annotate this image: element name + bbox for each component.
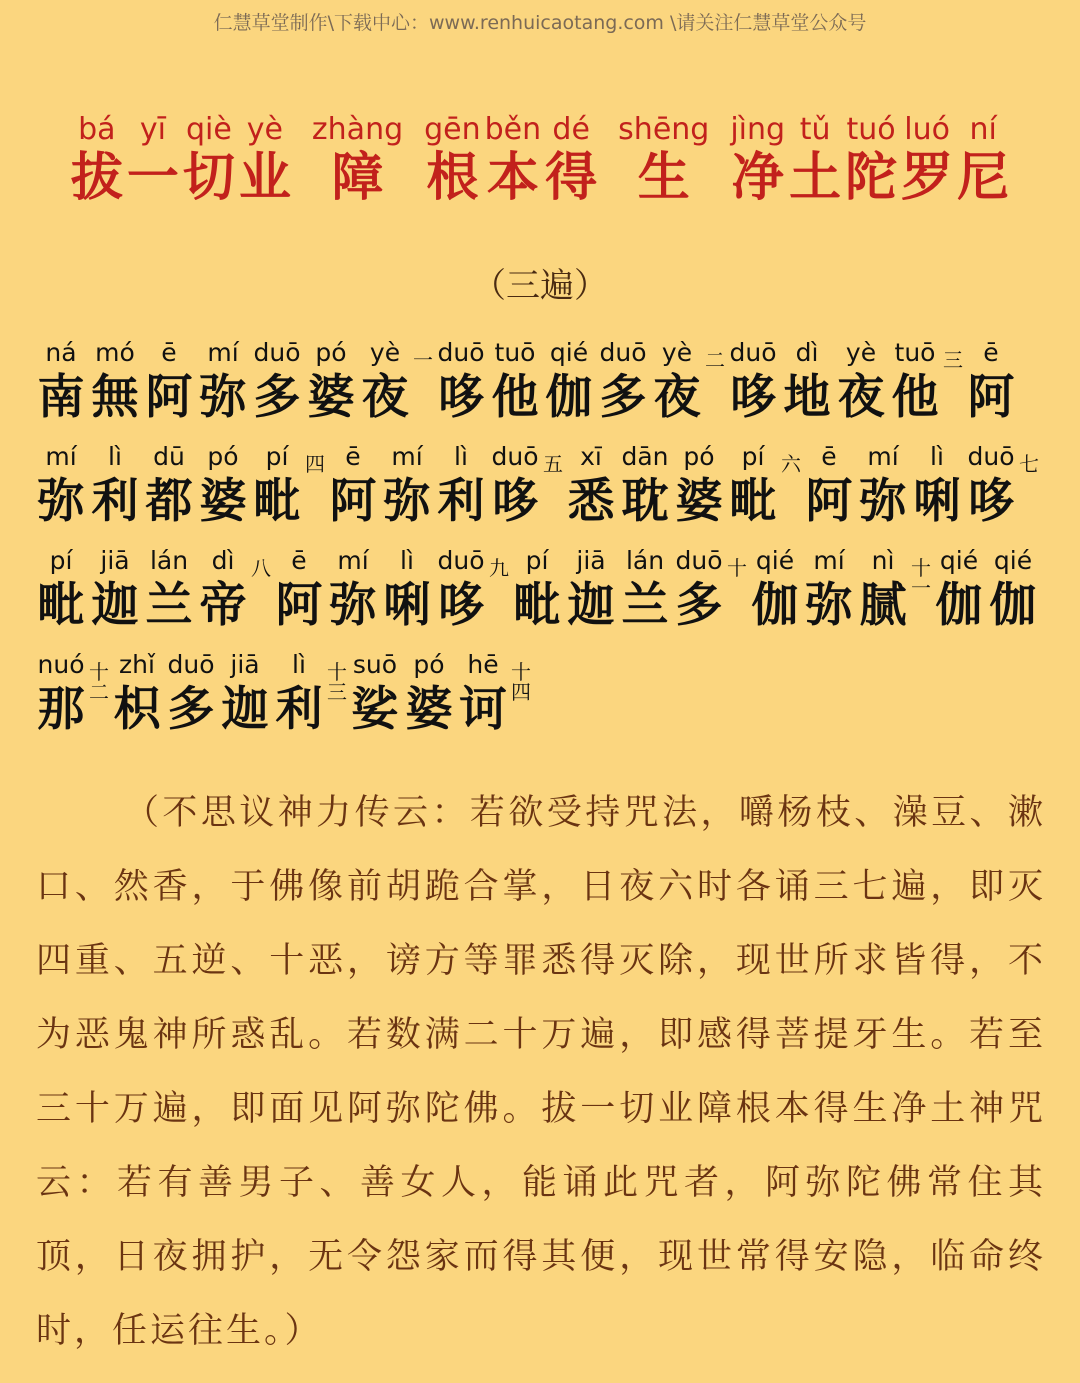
syllable-pinyin: ē (983, 338, 999, 367)
syllable-pinyin: jiā (230, 650, 260, 679)
mantra-syllable (672, 546, 726, 636)
phrase-number: 一 (413, 348, 433, 372)
syllable-hanzi: 弥 (805, 578, 853, 633)
syllable-hanzi: 無 (91, 370, 139, 425)
syllable-pinyin: suō (352, 650, 398, 679)
mantra-syllable (932, 546, 986, 636)
syllable-pinyin: lì (292, 650, 306, 679)
syllable-hanzi: 阿 (145, 370, 193, 425)
syllable-hanzi: 唎 (913, 474, 961, 529)
mantra-syllable (564, 442, 618, 532)
syllable-pinyin: ē (161, 338, 177, 367)
title-pinyin: gēn (424, 112, 481, 147)
syllable-pinyin: pó (207, 442, 239, 471)
mantra-syllable (910, 442, 964, 532)
syllable-hanzi: 迦 (91, 578, 139, 633)
syllable-hanzi: 阿 (275, 578, 323, 633)
title-hanzi: 本 (486, 147, 539, 208)
title-hanzi: 业 (238, 147, 291, 208)
syllable-pinyin: duō (599, 338, 647, 367)
mantra-syllable (456, 650, 510, 740)
syllable-pinyin: hē (467, 650, 499, 679)
mantra-syllable (888, 338, 942, 428)
syllable-pinyin: dì (795, 338, 819, 367)
mantra-syllable (672, 442, 726, 532)
syllable-pinyin: lì (454, 442, 468, 471)
syllable-hanzi: 哆 (491, 474, 539, 529)
syllable-hanzi: 迦 (567, 578, 615, 633)
mantra-syllable (542, 338, 596, 428)
syllable-pinyin: qié (549, 338, 589, 367)
syllable-hanzi: 利 (275, 682, 323, 737)
syllable-pinyin: duō (729, 338, 777, 367)
mantra-syllable (488, 442, 542, 532)
mantra-line (34, 532, 1054, 636)
title-hanzi: 土 (789, 147, 842, 208)
mantra-syllable (250, 442, 304, 532)
phrase-number: 十 二 (89, 660, 109, 704)
title-hanzi: 拔 (70, 147, 123, 208)
title-pinyin: zhàng (311, 112, 404, 147)
syllable-hanzi: 腻 (859, 578, 907, 633)
title-character (730, 112, 785, 208)
title-hanzi: 罗 (901, 147, 954, 208)
syllable-hanzi: 伽 (935, 578, 983, 633)
title-pinyin: tuó (846, 112, 896, 147)
syllable-pinyin: xī (580, 442, 602, 471)
mantra-syllable (142, 546, 196, 636)
mantra-syllable (380, 442, 434, 532)
mantra-syllable (434, 338, 488, 428)
mantra-syllable (326, 546, 380, 636)
title-character (312, 112, 403, 208)
syllable-pinyin: dū (153, 442, 185, 471)
syllable-hanzi: 利 (437, 474, 485, 529)
title-character (789, 112, 841, 208)
title-pinyin: shēng (618, 112, 710, 147)
syllable-hanzi: 阿 (967, 370, 1015, 425)
syllable-pinyin: lán (149, 546, 189, 575)
syllable-hanzi: 伽 (545, 370, 593, 425)
mantra-syllable (88, 442, 142, 532)
title-character (845, 112, 897, 208)
mantra-syllable (380, 546, 434, 636)
syllable-pinyin: duō (491, 442, 539, 471)
syllable-hanzi: 伽 (989, 578, 1037, 633)
syllable-pinyin: pí (49, 546, 73, 575)
phrase-number: 六 (781, 452, 801, 476)
syllable-pinyin: lì (930, 442, 944, 471)
mantra-syllable (304, 338, 358, 428)
syllable-hanzi: 哆 (437, 370, 485, 425)
syllable-hanzi: 弥 (37, 474, 85, 529)
syllable-hanzi: 多 (675, 578, 723, 633)
phrase-number: 八 (251, 556, 271, 580)
title-hanzi: 尼 (957, 147, 1010, 208)
mantra-syllable (964, 442, 1018, 532)
syllable-hanzi: 那 (37, 682, 85, 737)
repeat-count-subtitle: （三遍） (472, 266, 608, 306)
syllable-pinyin: qié (755, 546, 795, 575)
mantra-syllable (780, 338, 834, 428)
mantra-syllable (856, 442, 910, 532)
syllable-hanzi: 他 (491, 370, 539, 425)
mantra-syllable (34, 650, 88, 740)
mantra-line (34, 428, 1054, 532)
syllable-pinyin: jiā (576, 546, 606, 575)
mantra-syllable (488, 338, 542, 428)
syllable-pinyin: duō (437, 338, 485, 367)
syllable-pinyin: pó (315, 338, 347, 367)
mantra-syllable (142, 338, 196, 428)
syllable-hanzi: 夜 (653, 370, 701, 425)
syllable-pinyin: tuō (894, 338, 936, 367)
syllable-hanzi: 夜 (837, 370, 885, 425)
syllable-hanzi: 枳 (113, 682, 161, 737)
title-character (239, 112, 291, 208)
syllable-hanzi: 多 (253, 370, 301, 425)
syllable-pinyin: pí (741, 442, 765, 471)
title-pinyin: běn (484, 112, 542, 147)
title-pinyin: tǔ (799, 112, 831, 147)
title-hanzi: 障 (331, 147, 384, 208)
syllable-hanzi: 伽 (751, 578, 799, 633)
syllable-pinyin: mó (95, 338, 135, 367)
syllable-hanzi: 婆 (405, 682, 453, 737)
title-character (183, 112, 235, 208)
syllable-hanzi: 婆 (307, 370, 355, 425)
title-character (545, 112, 597, 208)
syllable-pinyin: yè (845, 338, 877, 367)
mantra-syllable (510, 546, 564, 636)
syllable-hanzi: 他 (891, 370, 939, 425)
mantra-syllable (986, 546, 1040, 636)
syllable-hanzi: 都 (145, 474, 193, 529)
mantra-syllable (196, 442, 250, 532)
syllable-pinyin: duō (967, 442, 1015, 471)
title-character (901, 112, 953, 208)
phrase-number: 三 (943, 348, 963, 372)
syllable-pinyin: mí (391, 442, 423, 471)
mantra-syllable (402, 650, 456, 740)
title-hanzi: 切 (182, 147, 235, 208)
syllable-hanzi: 多 (599, 370, 647, 425)
syllable-hanzi: 哆 (729, 370, 777, 425)
description-paragraph: （不思议神力传云：若欲受持咒法，嚼杨枝、澡豆、漱口、然香，于佛像前胡跪合掌，日夜六时各诵三七遍，即灭四重、五逆、十恶，谤方等罪悉得灭除，现世所求皆得，不为恶鬼神所惑乱。若数满二十万遍，即感得菩提牙生。若至三十万遍，即面见阿弥陀佛。拔一切业障根本得生净土神咒云：若有善男子、善女人，能诵此咒者，阿弥陀佛常住其顶，日夜拥护，无令怨家而得其便，现世常得安隐，临命终时，任运往生。） (36, 793, 1046, 1351)
mantra-syllable (218, 650, 272, 740)
syllable-hanzi: 婆 (675, 474, 723, 529)
mantra-syllable (250, 338, 304, 428)
mantra-line (34, 636, 1054, 740)
syllable-hanzi: 兰 (145, 578, 193, 633)
page-header-credit: 仁慧草堂制作\下载中心：www.renhuicaotang.com \请关注仁慧草堂公众号 (213, 12, 867, 34)
syllable-hanzi: 婆 (199, 474, 247, 529)
mantra-syllable (34, 338, 88, 428)
mantra-syllable (726, 442, 780, 532)
syllable-pinyin: mí (867, 442, 899, 471)
mantra-syllable (196, 338, 250, 428)
syllable-pinyin: mí (337, 546, 369, 575)
title-character (618, 112, 709, 208)
phrase-number: 十 一 (911, 556, 931, 600)
title-pinyin: ní (969, 112, 997, 147)
mantra-syllable (802, 546, 856, 636)
syllable-hanzi: 毗 (513, 578, 561, 633)
syllable-pinyin: duō (437, 546, 485, 575)
mantra-syllable (618, 546, 672, 636)
title-character (485, 112, 542, 208)
mantra-syllable (88, 338, 142, 428)
title-hanzi: 得 (545, 147, 598, 208)
mantra-syllable (272, 650, 326, 740)
syllable-pinyin: duō (167, 650, 215, 679)
syllable-hanzi: 利 (91, 474, 139, 529)
syllable-hanzi: 耽 (621, 474, 669, 529)
syllable-pinyin: pó (683, 442, 715, 471)
syllable-pinyin: mí (813, 546, 845, 575)
title-hanzi: 陀 (845, 147, 898, 208)
syllable-pinyin: lì (400, 546, 414, 575)
syllable-pinyin: dān (621, 442, 669, 471)
syllable-hanzi: 兰 (621, 578, 669, 633)
mantra-syllable (618, 442, 672, 532)
mantra-syllable (142, 442, 196, 532)
mantra-syllable (650, 338, 704, 428)
title-character (71, 112, 123, 208)
syllable-pinyin: zhǐ (119, 650, 155, 679)
syllable-hanzi: 弥 (383, 474, 431, 529)
syllable-pinyin: ē (345, 442, 361, 471)
syllable-hanzi: 娑 (351, 682, 399, 737)
mantra-syllable (358, 338, 412, 428)
mantra-syllable (726, 338, 780, 428)
syllable-pinyin: duō (253, 338, 301, 367)
title-pinyin: yī (139, 112, 166, 147)
mantra-syllable (196, 546, 250, 636)
phrase-number: 十 (727, 556, 747, 580)
mantra-syllable (434, 546, 488, 636)
syllable-pinyin: qié (939, 546, 979, 575)
phrase-number: 十 四 (511, 660, 531, 704)
phrase-number: 十 三 (327, 660, 347, 704)
syllable-hanzi: 悉 (567, 474, 615, 529)
mantra-syllable (272, 546, 326, 636)
syllable-pinyin: yè (661, 338, 693, 367)
syllable-pinyin: mí (45, 442, 77, 471)
syllable-pinyin: lì (108, 442, 122, 471)
syllable-hanzi: 唎 (383, 578, 431, 633)
syllable-pinyin: ē (821, 442, 837, 471)
mantra-syllable (802, 442, 856, 532)
phrase-number: 四 (305, 452, 325, 476)
title-character (127, 112, 179, 208)
syllable-pinyin: nuó (37, 650, 85, 679)
mantra-text (34, 324, 1054, 740)
syllable-pinyin: yè (369, 338, 401, 367)
syllable-pinyin: ē (291, 546, 307, 575)
syllable-hanzi: 毗 (37, 578, 85, 633)
mantra-line (34, 324, 1054, 428)
title-pinyin: qiè (185, 112, 232, 147)
syllable-hanzi: 弥 (199, 370, 247, 425)
syllable-pinyin: mí (207, 338, 239, 367)
title-pinyin: dé (552, 112, 590, 147)
mantra-syllable (88, 546, 142, 636)
title-hanzi: 生 (637, 147, 690, 208)
title-character (424, 112, 481, 208)
syllable-hanzi: 南 (37, 370, 85, 425)
title-character (957, 112, 1009, 208)
syllable-pinyin: pí (265, 442, 289, 471)
phrase-number: 七 (1019, 452, 1039, 476)
mantra-syllable (564, 546, 618, 636)
title-hanzi: 一 (126, 147, 179, 208)
syllable-hanzi: 诃 (459, 682, 507, 737)
title-row (0, 112, 1080, 208)
title-hanzi: 根 (426, 147, 479, 208)
title-pinyin: bá (78, 112, 116, 147)
syllable-hanzi: 弥 (859, 474, 907, 529)
syllable-hanzi: 多 (167, 682, 215, 737)
mantra-syllable (434, 442, 488, 532)
syllable-hanzi: 地 (783, 370, 831, 425)
mantra-syllable (748, 546, 802, 636)
syllable-hanzi: 迦 (221, 682, 269, 737)
mantra-syllable (348, 650, 402, 740)
syllable-pinyin: duō (675, 546, 723, 575)
mantra-syllable (326, 442, 380, 532)
syllable-hanzi: 阿 (329, 474, 377, 529)
title-pinyin: luó (904, 112, 950, 147)
mantra-title (0, 112, 1080, 208)
mantra-syllable (964, 338, 1018, 428)
syllable-pinyin: jiā (100, 546, 130, 575)
phrase-number: 五 (543, 452, 563, 476)
mantra-syllable (834, 338, 888, 428)
syllable-pinyin: ná (45, 338, 77, 367)
syllable-pinyin: pí (525, 546, 549, 575)
syllable-hanzi: 哆 (967, 474, 1015, 529)
syllable-hanzi: 弥 (329, 578, 377, 633)
phrase-number: 二 (705, 348, 725, 372)
syllable-hanzi: 哆 (437, 578, 485, 633)
syllable-pinyin: pó (413, 650, 445, 679)
syllable-hanzi: 阿 (805, 474, 853, 529)
syllable-pinyin: tuō (494, 338, 536, 367)
syllable-pinyin: lán (625, 546, 665, 575)
mantra-syllable (110, 650, 164, 740)
mantra-syllable (596, 338, 650, 428)
syllable-hanzi: 毗 (729, 474, 777, 529)
syllable-pinyin: dì (211, 546, 235, 575)
mantra-syllable (164, 650, 218, 740)
title-pinyin: yè (246, 112, 284, 147)
syllable-hanzi: 帝 (199, 578, 247, 633)
syllable-hanzi: 夜 (361, 370, 409, 425)
syllable-pinyin: nì (871, 546, 895, 575)
title-pinyin: jìng (730, 112, 786, 147)
mantra-syllable (34, 546, 88, 636)
syllable-hanzi: 毗 (253, 474, 301, 529)
title-hanzi: 净 (731, 147, 784, 208)
mantra-syllable (34, 442, 88, 532)
syllable-pinyin: qié (993, 546, 1033, 575)
phrase-number: 九 (489, 556, 509, 580)
mantra-syllable (856, 546, 910, 636)
